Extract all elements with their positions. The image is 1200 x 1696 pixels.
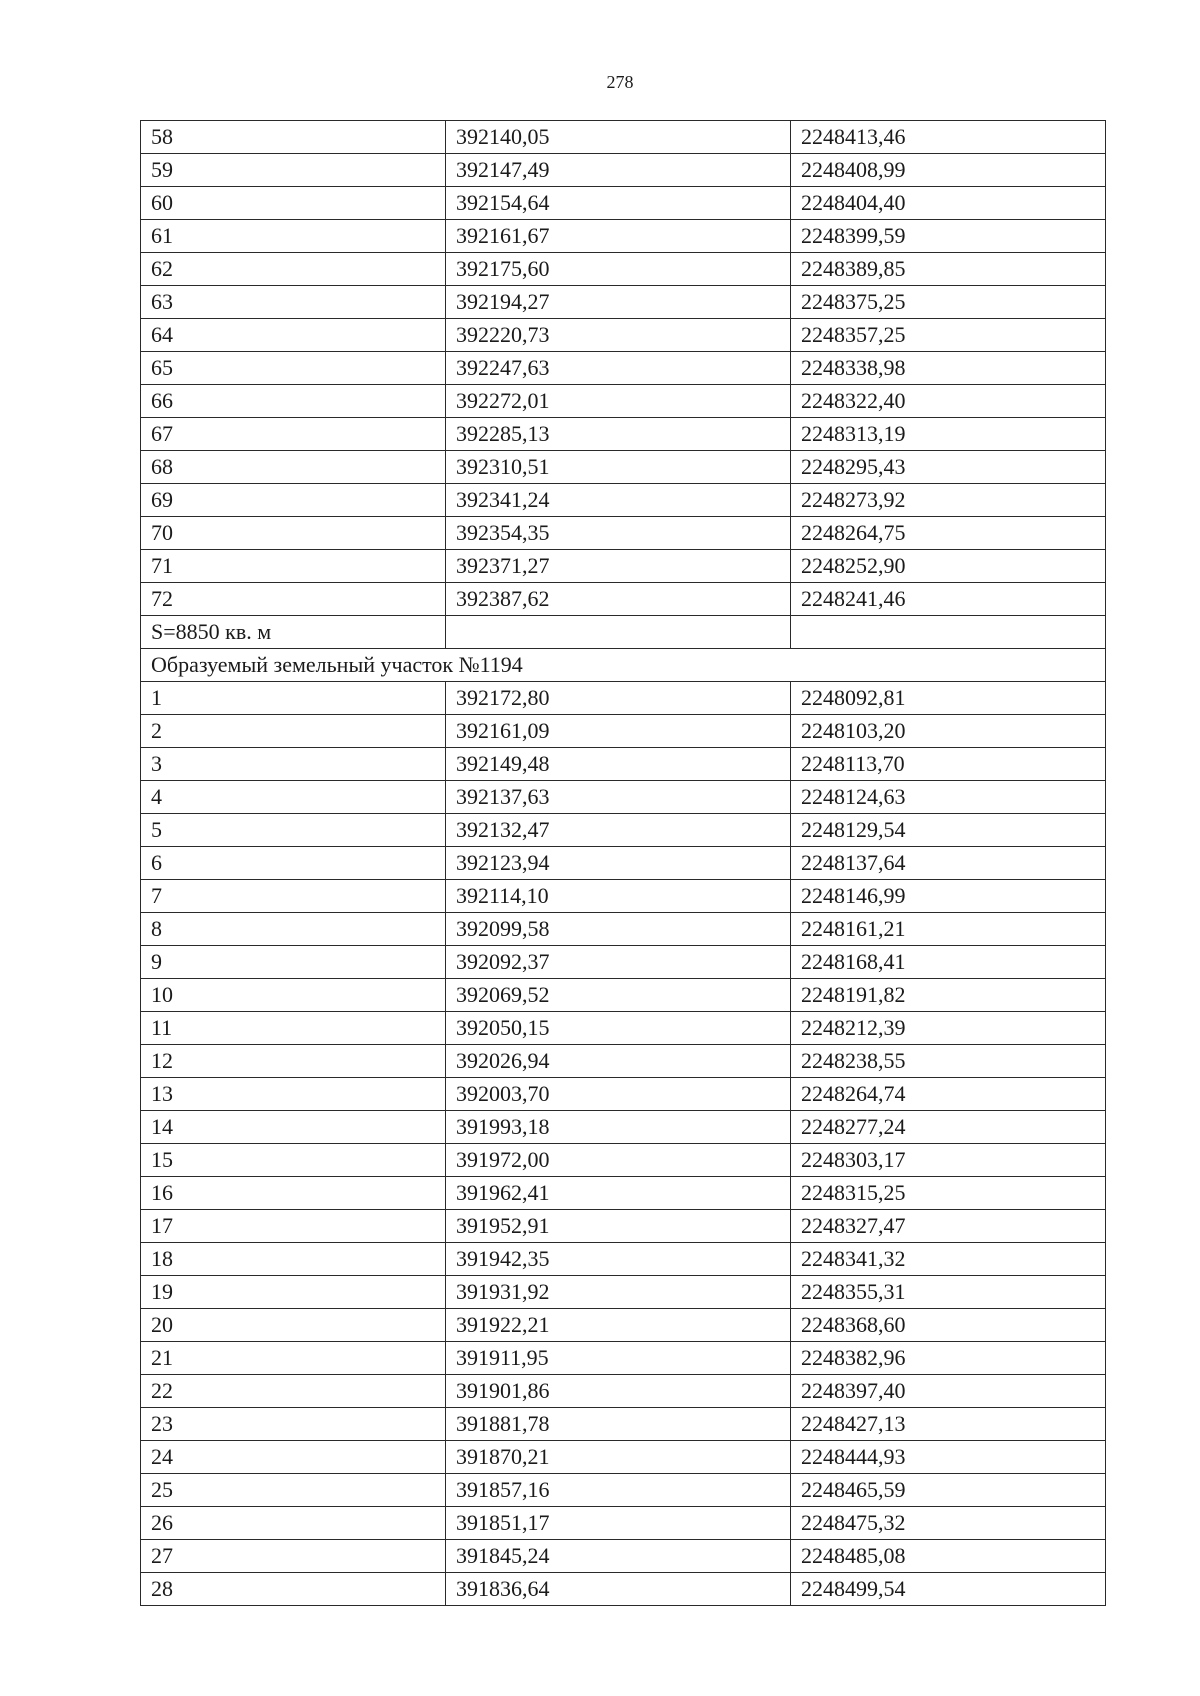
point-number: 16: [141, 1177, 446, 1210]
coordinate-x: 391972,00: [446, 1144, 791, 1177]
point-number: 5: [141, 814, 446, 847]
coordinate-x: 392161,67: [446, 220, 791, 253]
coordinate-x: 391993,18: [446, 1111, 791, 1144]
table-row: [141, 946, 1106, 979]
table-row: [141, 781, 1106, 814]
coordinate-x: 391942,35: [446, 1243, 791, 1276]
table-row: [141, 385, 1106, 418]
coordinate-x: 392161,09: [446, 715, 791, 748]
point-number: 25: [141, 1474, 446, 1507]
point-number: 9: [141, 946, 446, 979]
table-row: [141, 220, 1106, 253]
coordinate-y: 2248444,93: [791, 1441, 1106, 1474]
table-row: [141, 1012, 1106, 1045]
coordinate-x: 391901,86: [446, 1375, 791, 1408]
point-number: 23: [141, 1408, 446, 1441]
point-number: 15: [141, 1144, 446, 1177]
point-number: 71: [141, 550, 446, 583]
coordinate-x: 392114,10: [446, 880, 791, 913]
point-number: 26: [141, 1507, 446, 1540]
coordinate-y: 2248382,96: [791, 1342, 1106, 1375]
area-label: S=8850 кв. м: [141, 616, 446, 649]
coordinate-x: 392137,63: [446, 781, 791, 814]
coordinate-x: 391922,21: [446, 1309, 791, 1342]
coordinate-y: 2248357,25: [791, 319, 1106, 352]
point-number: 6: [141, 847, 446, 880]
coordinate-x: 392132,47: [446, 814, 791, 847]
coordinate-x: 392123,94: [446, 847, 791, 880]
table-row: [141, 253, 1106, 286]
point-number: 13: [141, 1078, 446, 1111]
coordinate-y: 2248399,59: [791, 220, 1106, 253]
table-row: [141, 1507, 1106, 1540]
coordinate-x: 391857,16: [446, 1474, 791, 1507]
table-row: [141, 847, 1106, 880]
point-number: 20: [141, 1309, 446, 1342]
coordinate-y: 2248338,98: [791, 352, 1106, 385]
coordinate-y: 2248313,19: [791, 418, 1106, 451]
coordinate-x: 392026,94: [446, 1045, 791, 1078]
section-row: [141, 649, 1106, 682]
coordinate-x: 391962,41: [446, 1177, 791, 1210]
coordinate-x: 392147,49: [446, 154, 791, 187]
coordinate-y: 2248303,17: [791, 1144, 1106, 1177]
point-number: 10: [141, 979, 446, 1012]
coordinate-y: 2248252,90: [791, 550, 1106, 583]
point-number: 59: [141, 154, 446, 187]
coordinate-y: 2248315,25: [791, 1177, 1106, 1210]
coordinate-y: 2248124,63: [791, 781, 1106, 814]
point-number: 27: [141, 1540, 446, 1573]
point-number: 22: [141, 1375, 446, 1408]
point-number: 70: [141, 517, 446, 550]
table-row: [141, 1078, 1106, 1111]
coordinate-y: 2248264,75: [791, 517, 1106, 550]
coordinate-x: 392247,63: [446, 352, 791, 385]
area-row: [141, 616, 1106, 649]
coordinate-y: 2248191,82: [791, 979, 1106, 1012]
coordinate-x: 392285,13: [446, 418, 791, 451]
coordinate-x: 392310,51: [446, 451, 791, 484]
table-row: [141, 418, 1106, 451]
coordinate-y: 2248475,32: [791, 1507, 1106, 1540]
coordinate-x: 392371,27: [446, 550, 791, 583]
coordinate-y: 2248238,55: [791, 1045, 1106, 1078]
coordinate-y: 2248113,70: [791, 748, 1106, 781]
coordinate-x: 391870,21: [446, 1441, 791, 1474]
point-number: 65: [141, 352, 446, 385]
coordinate-y: 2248355,31: [791, 1276, 1106, 1309]
coordinate-y: 2248375,25: [791, 286, 1106, 319]
section-title: Образуемый земельный участок №1194: [141, 649, 1106, 682]
coordinate-y: 2248129,54: [791, 814, 1106, 847]
table-row: [141, 121, 1106, 154]
coordinate-y: 2248485,08: [791, 1540, 1106, 1573]
coordinate-x: 392154,64: [446, 187, 791, 220]
coordinate-x: 391931,92: [446, 1276, 791, 1309]
table-row: [141, 979, 1106, 1012]
point-number: 18: [141, 1243, 446, 1276]
table-row: [141, 682, 1106, 715]
table-row: [141, 1342, 1106, 1375]
coordinate-x: 391952,91: [446, 1210, 791, 1243]
table-row: [141, 1045, 1106, 1078]
coordinate-y: 2248499,54: [791, 1573, 1106, 1606]
point-number: 60: [141, 187, 446, 220]
table-row: [141, 1474, 1106, 1507]
coordinate-x: 392003,70: [446, 1078, 791, 1111]
table-row: [141, 517, 1106, 550]
point-number: 21: [141, 1342, 446, 1375]
coordinate-x: 392194,27: [446, 286, 791, 319]
table-row: [141, 1177, 1106, 1210]
coordinates-rows-prev-plot: [141, 121, 1106, 616]
coordinate-x: 392092,37: [446, 946, 791, 979]
coordinate-x: 392354,35: [446, 517, 791, 550]
coordinate-x: 392149,48: [446, 748, 791, 781]
point-number: 72: [141, 583, 446, 616]
coordinate-x: 392175,60: [446, 253, 791, 286]
coordinate-y: 2248327,47: [791, 1210, 1106, 1243]
coordinate-x: 392220,73: [446, 319, 791, 352]
point-number: 3: [141, 748, 446, 781]
table-row: [141, 550, 1106, 583]
table-row: [141, 1276, 1106, 1309]
table-row: [141, 583, 1106, 616]
table-row: [141, 1111, 1106, 1144]
table-row: [141, 1573, 1106, 1606]
point-number: 62: [141, 253, 446, 286]
area-empty-cell: [791, 616, 1106, 649]
table-row: [141, 1210, 1106, 1243]
coordinate-y: 2248404,40: [791, 187, 1106, 220]
table-row: [141, 1441, 1106, 1474]
point-number: 11: [141, 1012, 446, 1045]
point-number: 58: [141, 121, 446, 154]
coordinate-y: 2248427,13: [791, 1408, 1106, 1441]
coordinate-y: 2248397,40: [791, 1375, 1106, 1408]
table-row: [141, 187, 1106, 220]
coordinate-x: 392140,05: [446, 121, 791, 154]
table-row: [141, 748, 1106, 781]
coordinate-x: 392272,01: [446, 385, 791, 418]
coordinates-table: [140, 120, 1106, 1606]
coordinate-y: 2248264,74: [791, 1078, 1106, 1111]
point-number: 14: [141, 1111, 446, 1144]
coordinate-y: 2248322,40: [791, 385, 1106, 418]
coordinate-y: 2248277,24: [791, 1111, 1106, 1144]
table-row: [141, 814, 1106, 847]
coordinate-y: 2248092,81: [791, 682, 1106, 715]
table-row: [141, 319, 1106, 352]
coordinate-y: 2248273,92: [791, 484, 1106, 517]
coordinate-y: 2248103,20: [791, 715, 1106, 748]
area-empty-cell: [446, 616, 791, 649]
coordinate-y: 2248137,64: [791, 847, 1106, 880]
table-row: [141, 451, 1106, 484]
point-number: 64: [141, 319, 446, 352]
table-row: [141, 1309, 1106, 1342]
point-number: 24: [141, 1441, 446, 1474]
coordinate-x: 391881,78: [446, 1408, 791, 1441]
point-number: 61: [141, 220, 446, 253]
coordinate-y: 2248146,99: [791, 880, 1106, 913]
point-number: 2: [141, 715, 446, 748]
table-row: [141, 286, 1106, 319]
coordinate-x: 392387,62: [446, 583, 791, 616]
coordinate-y: 2248408,99: [791, 154, 1106, 187]
coordinate-y: 2248161,21: [791, 913, 1106, 946]
coordinate-y: 2248241,46: [791, 583, 1106, 616]
table-row: [141, 715, 1106, 748]
table-row: [141, 352, 1106, 385]
point-number: 4: [141, 781, 446, 814]
coordinate-x: 392341,24: [446, 484, 791, 517]
point-number: 63: [141, 286, 446, 319]
table-row: [141, 484, 1106, 517]
point-number: 8: [141, 913, 446, 946]
point-number: 68: [141, 451, 446, 484]
coordinate-y: 2248341,32: [791, 1243, 1106, 1276]
coordinate-x: 391851,17: [446, 1507, 791, 1540]
coordinate-y: 2248465,59: [791, 1474, 1106, 1507]
point-number: 28: [141, 1573, 446, 1606]
coordinate-y: 2248295,43: [791, 451, 1106, 484]
coordinate-x: 391836,64: [446, 1573, 791, 1606]
point-number: 17: [141, 1210, 446, 1243]
coordinate-x: 392099,58: [446, 913, 791, 946]
point-number: 69: [141, 484, 446, 517]
table-row: [141, 154, 1106, 187]
coordinate-x: 392069,52: [446, 979, 791, 1012]
table-row: [141, 1375, 1106, 1408]
point-number: 1: [141, 682, 446, 715]
table-row: [141, 1540, 1106, 1573]
area-summary: [141, 616, 1106, 682]
point-number: 12: [141, 1045, 446, 1078]
table-row: [141, 1243, 1106, 1276]
coordinate-x: 391845,24: [446, 1540, 791, 1573]
point-number: 67: [141, 418, 446, 451]
coordinate-y: 2248168,41: [791, 946, 1106, 979]
coordinate-x: 391911,95: [446, 1342, 791, 1375]
point-number: 7: [141, 880, 446, 913]
table-row: [141, 913, 1106, 946]
coordinate-x: 392050,15: [446, 1012, 791, 1045]
coordinate-y: 2248389,85: [791, 253, 1106, 286]
table-row: [141, 1144, 1106, 1177]
coordinate-x: 392172,80: [446, 682, 791, 715]
coordinate-y: 2248368,60: [791, 1309, 1106, 1342]
coordinates-rows-plot-1194: [141, 682, 1106, 1606]
point-number: 66: [141, 385, 446, 418]
coordinate-y: 2248212,39: [791, 1012, 1106, 1045]
coordinate-y: 2248413,46: [791, 121, 1106, 154]
point-number: 19: [141, 1276, 446, 1309]
table-row: [141, 1408, 1106, 1441]
table-row: [141, 880, 1106, 913]
page-number: 278: [606, 72, 634, 92]
